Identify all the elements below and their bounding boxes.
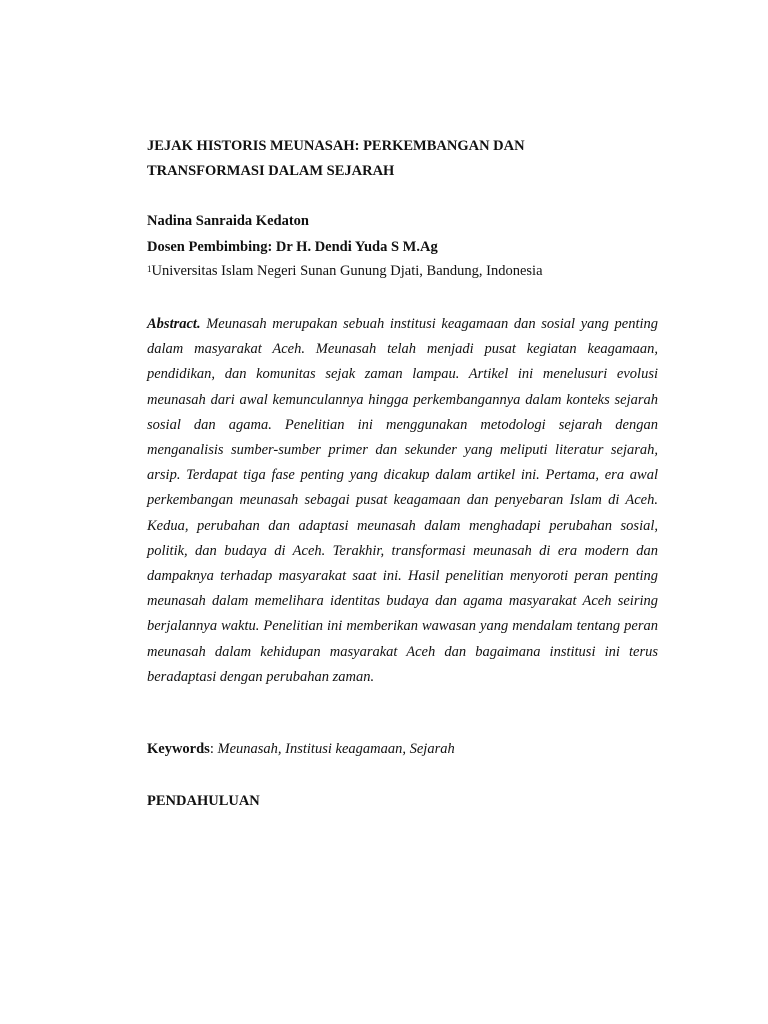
author-name: Nadina Sanraida Kedaton <box>147 213 309 229</box>
abstract-label: Abstract. <box>147 316 201 332</box>
affiliation-line <box>147 262 543 280</box>
abstract-text: Meunasah merupakan sebuah institusi keagamaan dan sosial yang penting dalam masyarakat Aceh. Meunasah telah menjadi pusat kegiatan keagamaan, pendidikan, dan komunitas sejak zaman lampau. Artikel ini menelusuri evolusi meunasah dari awal kemunculannya hingga perkembangannya dalam konteks sejarah sosial dan agama. Penelitian ini menggunakan metodologi sejarah dengan menganalisis sumber-sumber primer dan sekunder yang meliputi literatur sejarah, arsip. Terdapat tiga fase penting yang dicakup dalam artikel ini. Pertama, era awal perkembangan meunasah sebagai pusat keagamaan dan penyebaran Islam di Aceh. Kedua, perubahan dan adaptasi meunasah dalam menghadapi perubahan sosial, politik, dan budaya di Aceh. Terakhir, transformasi meunasah di era modern dan dampaknya terhadap masyarakat saat ini. Hasil penelitian menyoroti peran penting meunasah dalam memelihara identitas budaya dan agama masyarakat Aceh seiring berjalannya waktu. Penelitian ini memberikan wawasan yang mendalam tentang peran meunasah dalam kehidupan masyarakat Aceh dan bagaimana institusi ini terus beradaptasi dengan perubahan zaman. <box>147 316 659 685</box>
abstract-paragraph <box>147 312 658 690</box>
affiliation-marker: 1 <box>147 264 152 274</box>
paper-title-line-1: JEJAK HISTORIS MEUNASAH: PERKEMBANGAN DAN <box>147 138 525 154</box>
keywords-separator: : <box>209 741 218 757</box>
keywords-values: Meunasah, Institusi keagamaan, Sejarah <box>217 741 455 757</box>
supervisor-line: Dosen Pembimbing: Dr H. Dendi Yuda S M.Ag <box>147 239 438 255</box>
keywords-line <box>147 740 455 758</box>
affiliation-text: Universitas Islam Negeri Sunan Gunung Djati, Bandung, Indonesia <box>151 263 543 279</box>
paper-title-line-2: TRANSFORMASI DALAM SEJARAH <box>147 163 395 179</box>
keywords-label: Keywords <box>147 741 210 757</box>
section-heading: PENDAHULUAN <box>147 793 260 809</box>
